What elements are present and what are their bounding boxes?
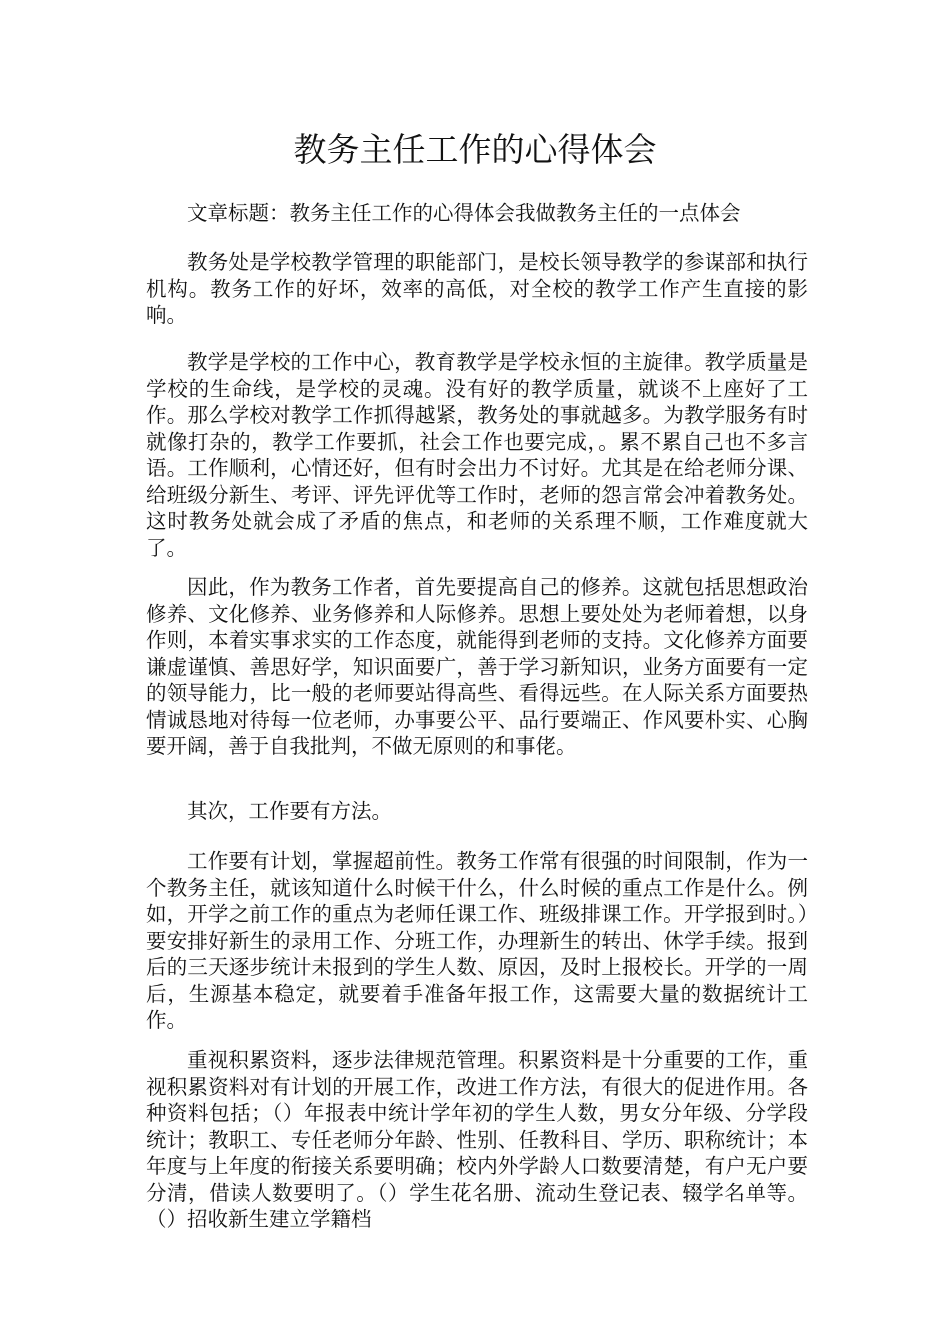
body-paragraph: 工作要有计划，掌握超前性。教务工作常有很强的时间限制，作为一个教务主任，就该知道什么时候干什么，什么时候的重点工作是什么。例如，开学之前工作的重点为老师任课工作、班级排课工作。开学报到时。）要安排好新生的录用工作、分班工作，办理新生的转出、休学手续。报到后的三天逐步统计未报到的学生人数、原因，及时上报校长。开学的一周后，生源基本稳定，就要着手准备年报工作，这需要大量的数据统计工作。 xyxy=(146,849,808,1032)
document-title: 教务主任工作的心得体会 xyxy=(293,130,657,169)
body-paragraph: 其次，工作要有方法。 xyxy=(187,799,392,823)
article-heading-line: 文章标题：教务主任工作的心得体会我做教务主任的一点体会 xyxy=(187,201,741,225)
body-paragraph: 教学是学校的工作中心，教育教学是学校永恒的主旋律。教学质量是学校的生命线，是学校的灵魂。没有好的教学质量，就谈不上座好了工作。那么学校对教学工作抓得越紧，教务处的事就越多。为教学服务有时就像打杂的，教学工作要抓，社会工作也要完成，。累不累自己也不多言语。工作顺利，心情还好，但有时会出力不讨好。尤其是在给老师分课、给班级分新生、考评、评先评优等工作时，老师的怨言常会冲着教务处。这时教务处就会成了矛盾的焦点，和老师的关系理不顺，工作难度就大了。 xyxy=(146,350,808,560)
body-paragraph: 教务处是学校教学管理的职能部门，是校长领导教学的参谋部和执行机构。教务工作的好坏，效率的高低，对全校的教学工作产生直接的影响。 xyxy=(146,250,808,327)
body-paragraph: 因此，作为教务工作者，首先要提高自己的修养。这就包括思想政治修养、文化修养、业务修养和人际修养。思想上要处处为老师着想，以身作则，本着实事求实的工作态度，就能得到老师的支持。文化修养方面要谦虚谨慎、善思好学，知识面要广，善于学习新知识，业务方面要有一定的领导能力，比一般的老师要站得高些、看得远些。在人际关系方面要热情诚恳地对待每一位老师，办事要公平、品行要端正、作风要朴实、心胸要开阔，善于自我批判，不做无原则的和事佬。 xyxy=(146,575,808,758)
body-paragraph: 重视积累资料，逐步法律规范管理。积累资料是十分重要的工作，重视积累资料对有计划的开展工作，改进工作方法，有很大的促进作用。各种资料包括；（）年报表中统计学年初的学生人数，男女分年级、分学段统计；教职工、专任老师分年龄、性别、任教科目、学历、职称统计；本年度与上年度的衔接关系要明确；校内外学龄人口数要清楚，有户无户要分清，借读人数要明了。（）学生花名册、流动生登记表、辍学名单等。（）招收新生建立学籍档 xyxy=(146,1048,808,1231)
